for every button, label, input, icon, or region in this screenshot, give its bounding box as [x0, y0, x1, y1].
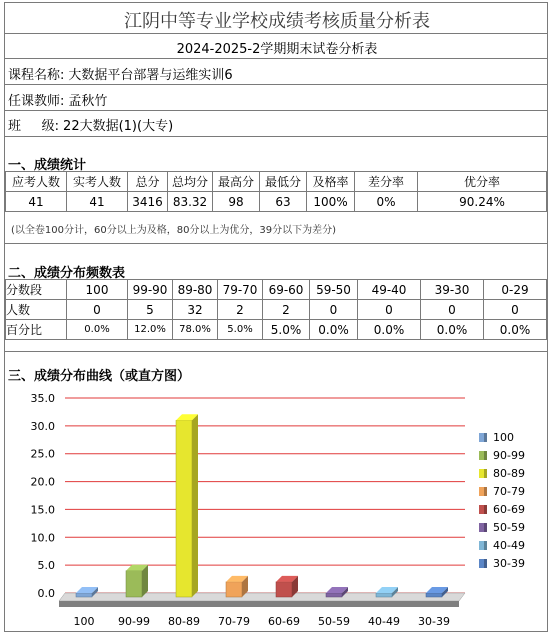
freq-percent-cell: 78.0% [173, 320, 218, 340]
y-tick-label: 10.0 [30, 531, 55, 545]
freq-percent-row [6, 320, 547, 340]
course-value: 大数据平台部署与运维实训6 [68, 68, 233, 83]
freq-percent-cell: 0.0% [484, 320, 547, 340]
class-label: 班 级: [8, 119, 60, 134]
stats-header-cell: 实考人数 [67, 172, 128, 192]
freq-count-cell: 0 [310, 300, 358, 320]
legend-swatch [479, 469, 484, 478]
divider [5, 351, 547, 352]
freq-section-title: 二、成绩分布频数表 [8, 266, 126, 281]
stats-value-cell: 41 [67, 192, 128, 212]
legend-swatch [479, 523, 484, 532]
freq-band-cell: 49-40 [358, 280, 421, 300]
legend-swatch-side [484, 451, 487, 460]
divider [5, 33, 547, 34]
stats-table [5, 171, 547, 212]
freq-band-cell: 59-50 [310, 280, 358, 300]
legend-swatch-side [484, 523, 487, 532]
report-subtitle: 2024-2025-2学期期末试卷分析表 [176, 42, 378, 57]
legend-label: 70-79 [493, 485, 525, 498]
stats-header-cell: 及格率 [307, 172, 355, 192]
legend-label: 40-49 [493, 539, 525, 552]
report-title: 江阴中等专业学校成绩考核质量分析表 [124, 11, 430, 32]
chart-floor [59, 593, 465, 601]
stats-header-cell: 总均分 [168, 172, 213, 192]
stats-value-cell: 63 [260, 192, 307, 212]
freq-count-cell: 2 [263, 300, 310, 320]
freq-count-row [6, 300, 547, 320]
legend-label: 90-99 [493, 449, 525, 462]
bar [76, 593, 92, 597]
legend-swatch [479, 559, 484, 568]
stats-header-cell: 优分率 [418, 172, 547, 192]
stats-value-cell: 41 [6, 192, 67, 212]
freq-count-cell: 2 [218, 300, 263, 320]
bar [276, 582, 292, 597]
freq-count-cell: 0 [358, 300, 421, 320]
course-row [8, 64, 233, 83]
legend-swatch [479, 451, 484, 460]
stats-header-cell: 最高分 [213, 172, 260, 192]
stats-value-cell: 100% [307, 192, 355, 212]
bar [376, 593, 392, 597]
freq-percent-cell: 0.0% [358, 320, 421, 340]
teacher-label: 任课教师: [8, 94, 65, 109]
legend-swatch-side [484, 505, 487, 514]
freq-table [5, 279, 547, 340]
freq-row-label: 百分比 [6, 320, 67, 340]
stats-value-cell: 90.24% [418, 192, 547, 212]
report-sheet [4, 2, 548, 632]
freq-band-cell: 100 [67, 280, 128, 300]
course-label: 课程名称: [8, 68, 65, 83]
legend-label: 100 [493, 431, 514, 444]
x-tick-label: 30-39 [418, 615, 450, 628]
freq-count-cell: 0 [421, 300, 484, 320]
chart-section-title: 三、成绩分布曲线（或直方图） [8, 369, 191, 384]
chart-floor-edge [59, 601, 459, 607]
stats-value-row [6, 192, 547, 212]
x-tick-label: 40-49 [368, 615, 400, 628]
bar [176, 420, 192, 597]
divider [5, 110, 547, 111]
y-tick-label: 25.0 [30, 447, 55, 461]
legend-swatch [479, 433, 484, 442]
freq-count-cell: 0 [67, 300, 128, 320]
stats-header-cell: 差分率 [355, 172, 418, 192]
freq-count-cell: 0 [484, 300, 547, 320]
class-value: 22大数据(1)(大专) [63, 119, 174, 134]
stats-header-row [6, 172, 547, 192]
legend-swatch-side [484, 433, 487, 442]
legend-swatch-side [484, 541, 487, 550]
freq-percent-cell: 0.0% [421, 320, 484, 340]
y-tick-label: 30.0 [30, 419, 55, 433]
legend-label: 80-89 [493, 467, 525, 480]
teacher-value: 孟秋竹 [68, 94, 108, 109]
freq-percent-cell: 5.0% [218, 320, 263, 340]
legend-swatch [479, 505, 484, 514]
freq-band-row [6, 280, 547, 300]
bar [326, 593, 342, 597]
stats-section-title: 一、成绩统计 [8, 158, 87, 173]
bar [426, 593, 442, 597]
divider [5, 58, 547, 59]
teacher-row [8, 90, 107, 109]
y-tick-label: 0.0 [37, 587, 55, 600]
legend-label: 30-39 [493, 557, 525, 570]
score-distribution-chart [5, 383, 547, 631]
freq-band-cell: 69-60 [263, 280, 310, 300]
x-tick-label: 100 [73, 615, 95, 628]
bar [126, 571, 142, 597]
freq-percent-cell: 12.0% [128, 320, 173, 340]
plot-area [65, 398, 465, 593]
class-row [8, 115, 173, 134]
freq-band-cell: 39-30 [421, 280, 484, 300]
freq-band-cell: 99-90 [128, 280, 173, 300]
legend-swatch-side [484, 559, 487, 568]
y-tick-label: 35.0 [30, 392, 55, 405]
x-tick-label: 80-89 [168, 615, 200, 628]
stats-value-cell: 98 [213, 192, 260, 212]
legend-swatch [479, 487, 484, 496]
freq-percent-cell: 0.0% [310, 320, 358, 340]
legend-label: 60-69 [493, 503, 525, 516]
freq-count-cell: 5 [128, 300, 173, 320]
x-tick-label: 70-79 [218, 615, 250, 628]
bar-side [192, 414, 198, 597]
freq-percent-cell: 5.0% [263, 320, 310, 340]
legend-swatch [479, 541, 484, 550]
legend-label: 50-59 [493, 521, 525, 534]
stats-header-cell: 总分 [128, 172, 168, 192]
y-tick-label: 20.0 [30, 475, 55, 489]
y-tick-label: 15.0 [30, 503, 55, 517]
stats-value-cell: 3416 [128, 192, 168, 212]
stats-header-cell: 应考人数 [6, 172, 67, 192]
bar [226, 582, 242, 597]
x-tick-label: 60-69 [268, 615, 300, 628]
freq-band-cell: 79-70 [218, 280, 263, 300]
freq-row-label: 人数 [6, 300, 67, 320]
freq-count-cell: 32 [173, 300, 218, 320]
x-tick-label: 50-59 [318, 615, 350, 628]
stats-value-cell: 0% [355, 192, 418, 212]
grading-note: (以全卷100分计，60分以上为及格，80分以上为优分，39分以下为差分) [11, 225, 337, 236]
legend-swatch-side [484, 469, 487, 478]
freq-band-cell: 89-80 [173, 280, 218, 300]
divider [5, 84, 547, 85]
legend-swatch-side [484, 487, 487, 496]
stats-value-cell: 83.32 [168, 192, 213, 212]
freq-row-label: 分数段 [6, 280, 67, 300]
freq-percent-cell: 0.0% [67, 320, 128, 340]
x-tick-label: 90-99 [118, 615, 150, 628]
y-tick-label: 5.0 [37, 559, 55, 573]
divider [5, 243, 547, 244]
stats-header-cell: 最低分 [260, 172, 307, 192]
divider [5, 136, 547, 137]
freq-band-cell: 0-29 [484, 280, 547, 300]
